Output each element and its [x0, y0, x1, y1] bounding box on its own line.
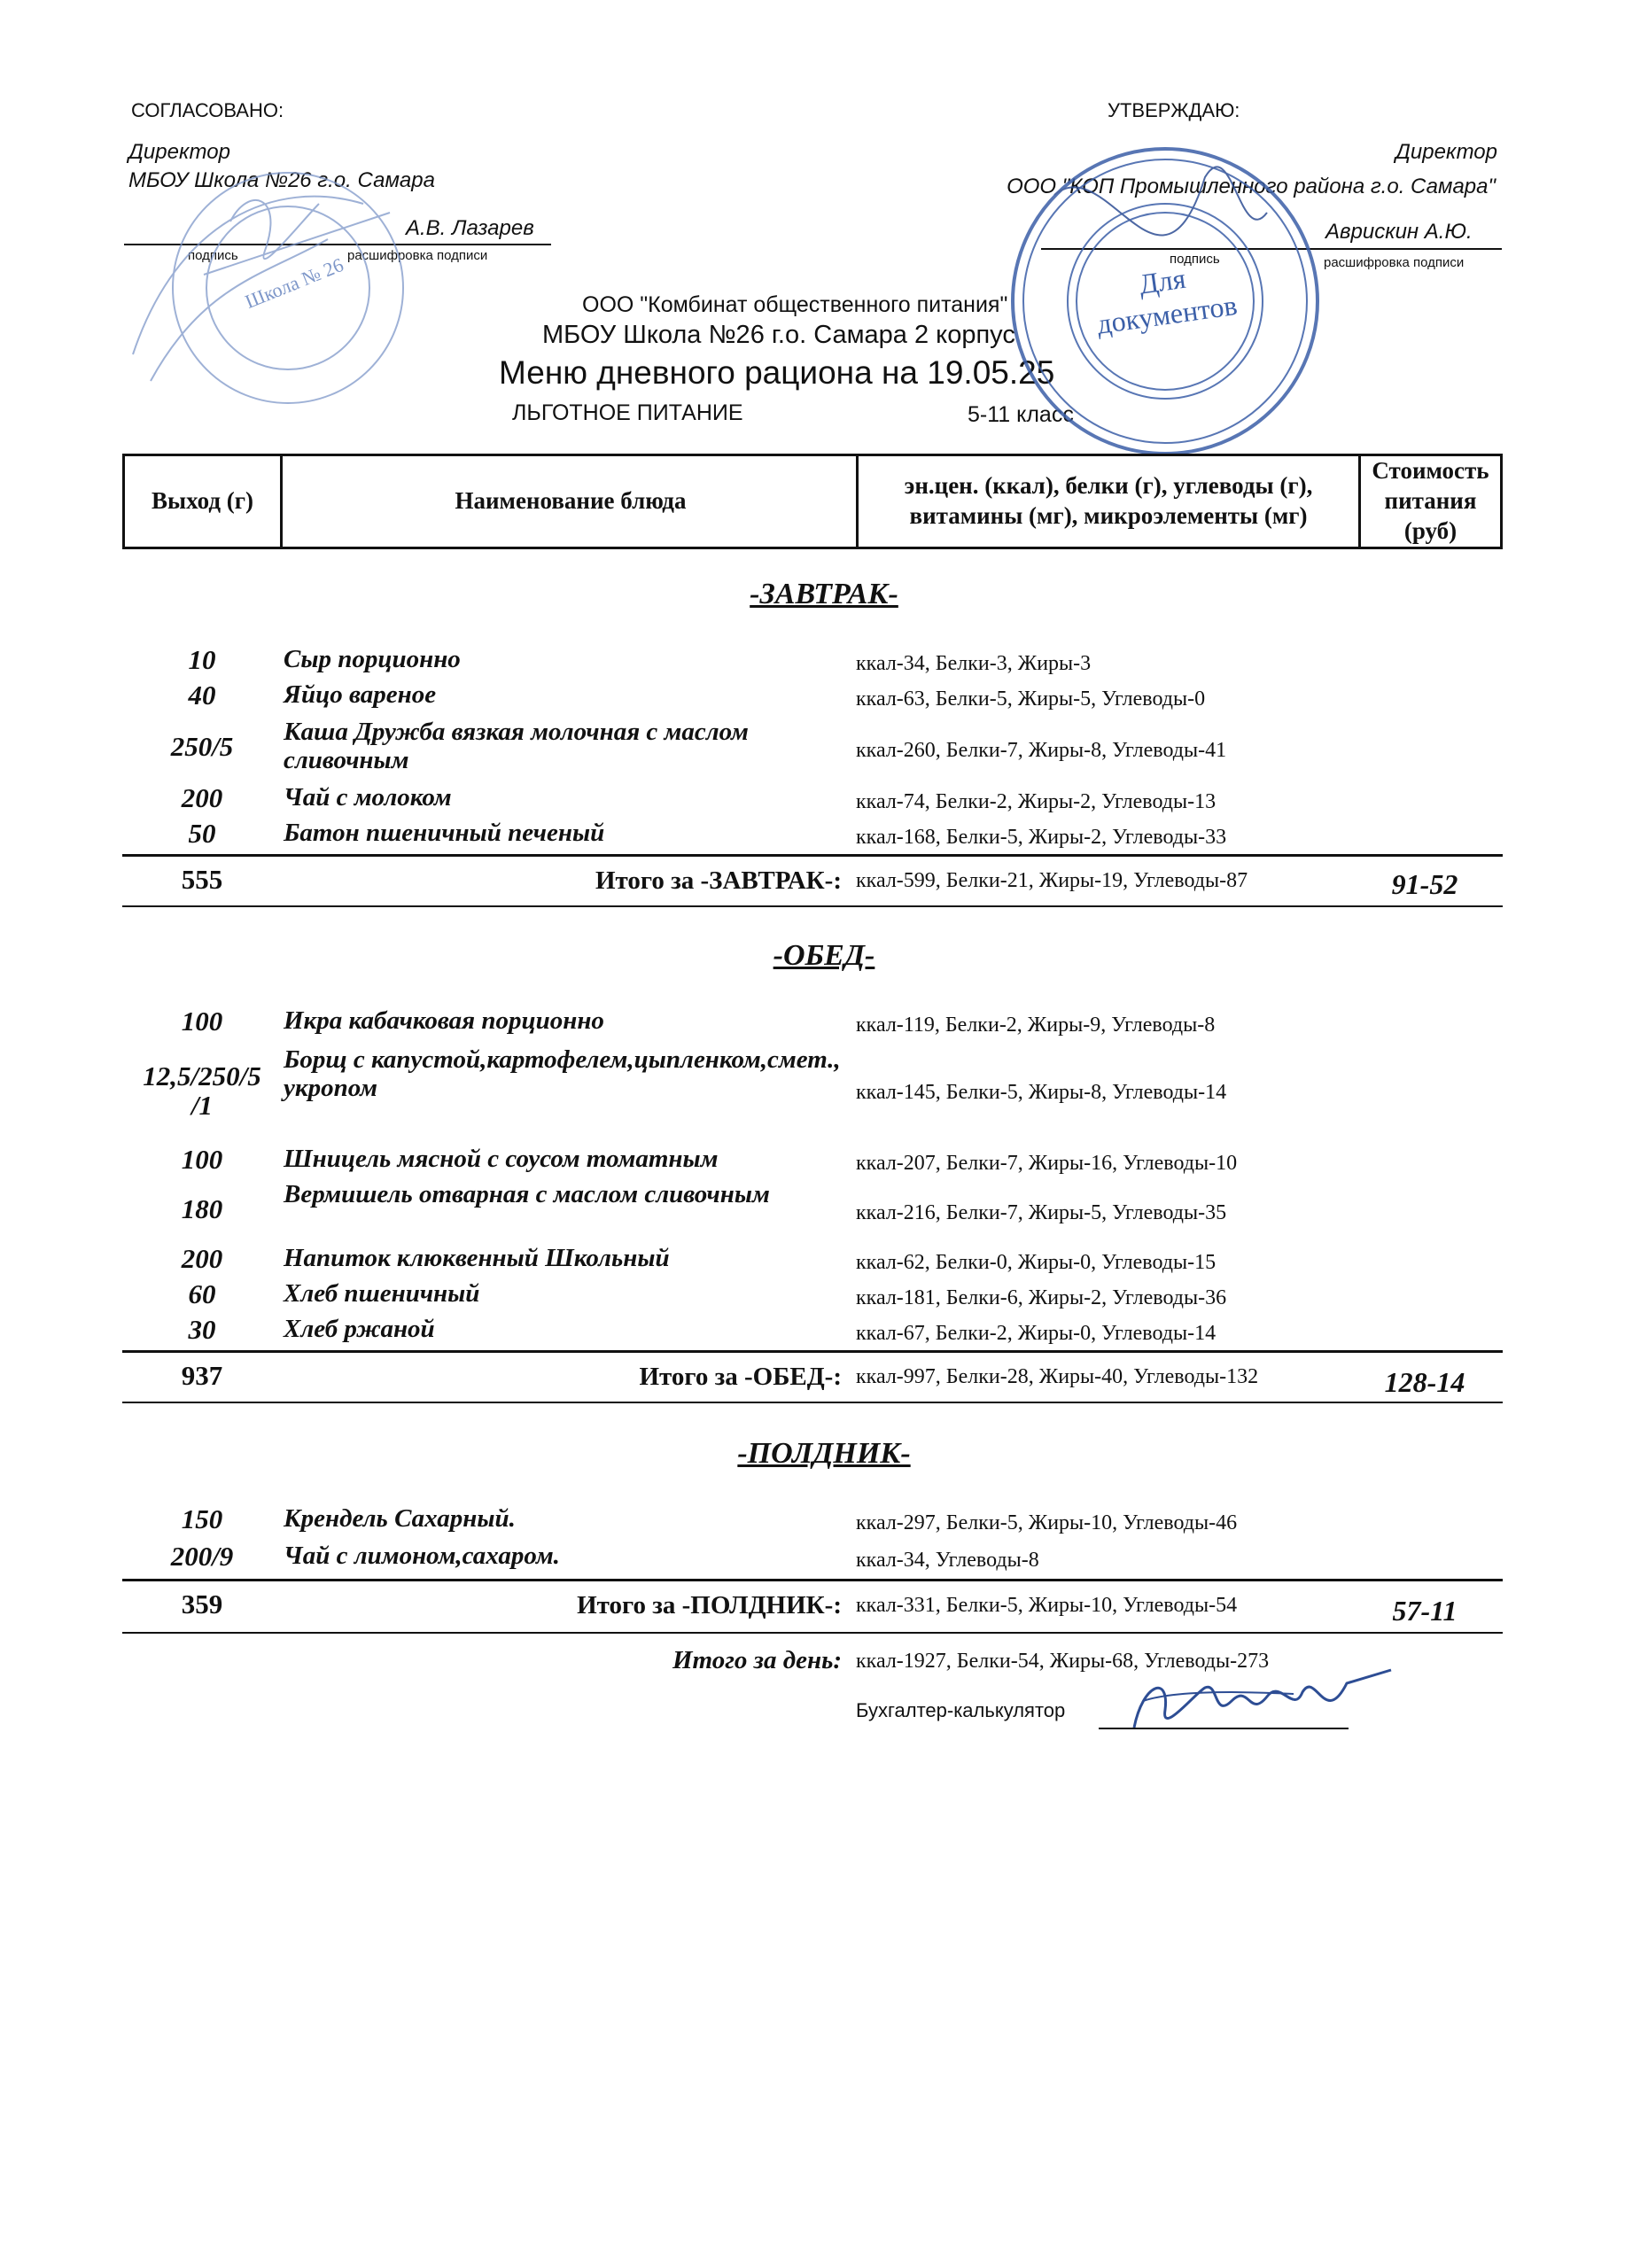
total-nutrition: ккал-997, Белки-28, Жиры-40, Углеводы-132 — [856, 1365, 1259, 1388]
day-total-nutrition: ккал-1927, Белки-54, Жиры-68, Углеводы-273 — [856, 1650, 1270, 1673]
menu-category: ЛЬГОТНОЕ ПИТАНИЕ — [512, 400, 743, 425]
item-name: Шницель мясной с соусом томатным — [284, 1145, 719, 1173]
col-name: Наименование блюда — [280, 456, 859, 547]
left-org: МБОУ Школа №26 г.о. Самара — [128, 168, 435, 192]
item-nutrition: ккал-168, Белки-5, Жиры-2, Углеводы-33 — [856, 826, 1227, 849]
total-nutrition: ккал-331, Белки-5, Жиры-10, Углеводы-54 — [856, 1594, 1238, 1617]
item-nutrition: ккал-119, Белки-2, Жиры-9, Углеводы-8 — [856, 1014, 1216, 1037]
item-nutrition: ккал-145, Белки-5, Жиры-8, Углеводы-14 — [856, 1081, 1227, 1104]
item-nutrition: ккал-34, Углеводы-8 — [856, 1549, 1039, 1572]
total-underline — [122, 905, 1503, 907]
item-name: Хлеб пшеничный — [284, 1279, 480, 1308]
left-position: Директор — [128, 140, 230, 164]
svg-text:документов: документов — [1094, 288, 1240, 340]
item-name: Напиток клюквенный Школьный — [284, 1244, 670, 1272]
total-price: 91-52 — [1391, 868, 1458, 900]
school-name: МБОУ Школа №26 г.о. Самара 2 корпус — [542, 321, 1015, 349]
item-nutrition: ккал-34, Белки-3, Жиры-3 — [856, 652, 1092, 675]
school-stamp-icon — [97, 168, 470, 434]
total-price: 57-11 — [1392, 1595, 1458, 1627]
svg-text:Для: Для — [1137, 261, 1188, 300]
item-output: 200 — [181, 1243, 223, 1274]
section-title-breakfast: -ЗАВТРАК- — [750, 578, 898, 610]
right-caption-sign: подпись — [1170, 252, 1220, 267]
day-total-label: Итого за день: — [672, 1646, 842, 1674]
item-output: 200/9 — [170, 1541, 234, 1572]
item-output: 150 — [181, 1503, 223, 1534]
section-divider — [122, 854, 1503, 857]
item-name: Батон пшеничный печеный — [284, 819, 605, 847]
item-output: 200 — [181, 782, 223, 813]
total-output: 359 — [181, 1588, 223, 1619]
approved-label: СОГЛАСОВАНО: — [131, 99, 284, 121]
total-underline — [122, 1632, 1503, 1634]
item-nutrition: ккал-67, Белки-2, Жиры-0, Углеводы-14 — [856, 1322, 1217, 1345]
total-label: Итого за -ОБЕД-: — [639, 1363, 842, 1391]
left-caption-sign: подпись — [188, 248, 238, 263]
section-title-lunch: -ОБЕД- — [773, 939, 875, 972]
total-nutrition: ккал-599, Белки-21, Жиры-19, Углеводы-87 — [856, 869, 1248, 892]
item-output: 40 — [188, 680, 216, 711]
item-name: Вермишель отварная с маслом сливочным — [284, 1180, 770, 1208]
left-name: А.В. Лазарев — [406, 216, 534, 240]
item-output: 10 — [188, 644, 216, 675]
item-name: Борщ с капустой,картофелем,цыпленком,смет.,укропом — [284, 1045, 841, 1103]
total-label: Итого за -ЗАВТРАК-: — [595, 866, 842, 895]
item-output: 100 — [181, 1144, 223, 1175]
section-title-snack: -ПОЛДНИК- — [737, 1437, 911, 1470]
company-name: ООО "Комбинат общественного питания" — [582, 292, 1008, 317]
item-name: Сыр порционно — [284, 645, 461, 673]
accountant-signature-icon — [1116, 1666, 1409, 1745]
total-underline — [122, 1402, 1503, 1403]
svg-text:Школа № 26: Школа № 26 — [242, 252, 347, 314]
item-name: Крендель Сахарный. — [284, 1504, 516, 1533]
item-output: 50 — [188, 818, 216, 849]
right-name: Аврискин А.Ю. — [1325, 220, 1473, 244]
item-name: Чай с лимоном,сахаром. — [284, 1542, 560, 1570]
col-nutrition: эн.цен. (ккал), белки (г), углеводы (г), витамины (мг), микроэлементы (мг) — [856, 456, 1358, 547]
item-output: 12,5/250/5 /1 — [143, 1060, 261, 1122]
company-stamp-icon — [1001, 142, 1329, 461]
section-divider — [122, 1350, 1503, 1353]
total-output: 555 — [181, 864, 223, 895]
approve-label: УТВЕРЖДАЮ: — [1108, 99, 1240, 121]
item-nutrition: ккал-63, Белки-5, Жиры-5, Углеводы-0 — [856, 687, 1206, 711]
item-nutrition: ккал-297, Белки-5, Жиры-10, Углеводы-46 — [856, 1511, 1238, 1534]
table-header — [122, 454, 1503, 549]
section-divider — [122, 1579, 1503, 1581]
item-nutrition: ккал-62, Белки-0, Жиры-0, Углеводы-15 — [856, 1251, 1217, 1274]
item-output: 250/5 — [170, 731, 234, 762]
right-org: ООО "КОП Промышленного района г.о. Самара" — [1007, 175, 1496, 198]
col-output: Выход (г) — [152, 487, 253, 515]
col-cost: Стоимость питания (руб) — [1358, 456, 1500, 547]
item-nutrition: ккал-216, Белки-7, Жиры-5, Углеводы-35 — [856, 1201, 1227, 1224]
item-nutrition: ккал-207, Белки-7, Жиры-16, Углеводы-10 — [856, 1152, 1238, 1175]
right-caption-decode: расшифровка подписи — [1324, 255, 1465, 270]
item-nutrition: ккал-181, Белки-6, Жиры-2, Углеводы-36 — [856, 1286, 1227, 1309]
item-output: 60 — [188, 1278, 216, 1309]
left-caption-decode: расшифровка подписи — [347, 248, 488, 263]
page-title: Меню дневного рациона на 19.05.25 — [499, 354, 1055, 391]
item-name: Хлеб ржаной — [284, 1315, 435, 1343]
item-nutrition: ккал-260, Белки-7, Жиры-8, Углеводы-41 — [856, 739, 1227, 762]
item-nutrition: ккал-74, Белки-2, Жиры-2, Углеводы-13 — [856, 790, 1217, 813]
total-label: Итого за -ПОЛДНИК-: — [577, 1591, 842, 1619]
right-position: Директор — [1395, 140, 1497, 164]
item-name: Чай с молоком — [284, 783, 452, 812]
item-output: 100 — [181, 1006, 223, 1037]
accountant-label: Бухгалтер-калькулятор — [856, 1699, 1066, 1721]
grade-label: 5-11 класс — [968, 402, 1074, 427]
total-output: 937 — [181, 1360, 223, 1391]
item-name: Яйцо вареное — [284, 680, 437, 709]
total-price: 128-14 — [1384, 1366, 1465, 1398]
item-name: Каша Дружба вязкая молочная с маслом сливочным — [284, 718, 749, 775]
item-name: Икра кабачковая порционно — [284, 1006, 604, 1035]
item-output: 30 — [188, 1314, 216, 1345]
item-output: 180 — [181, 1193, 223, 1224]
